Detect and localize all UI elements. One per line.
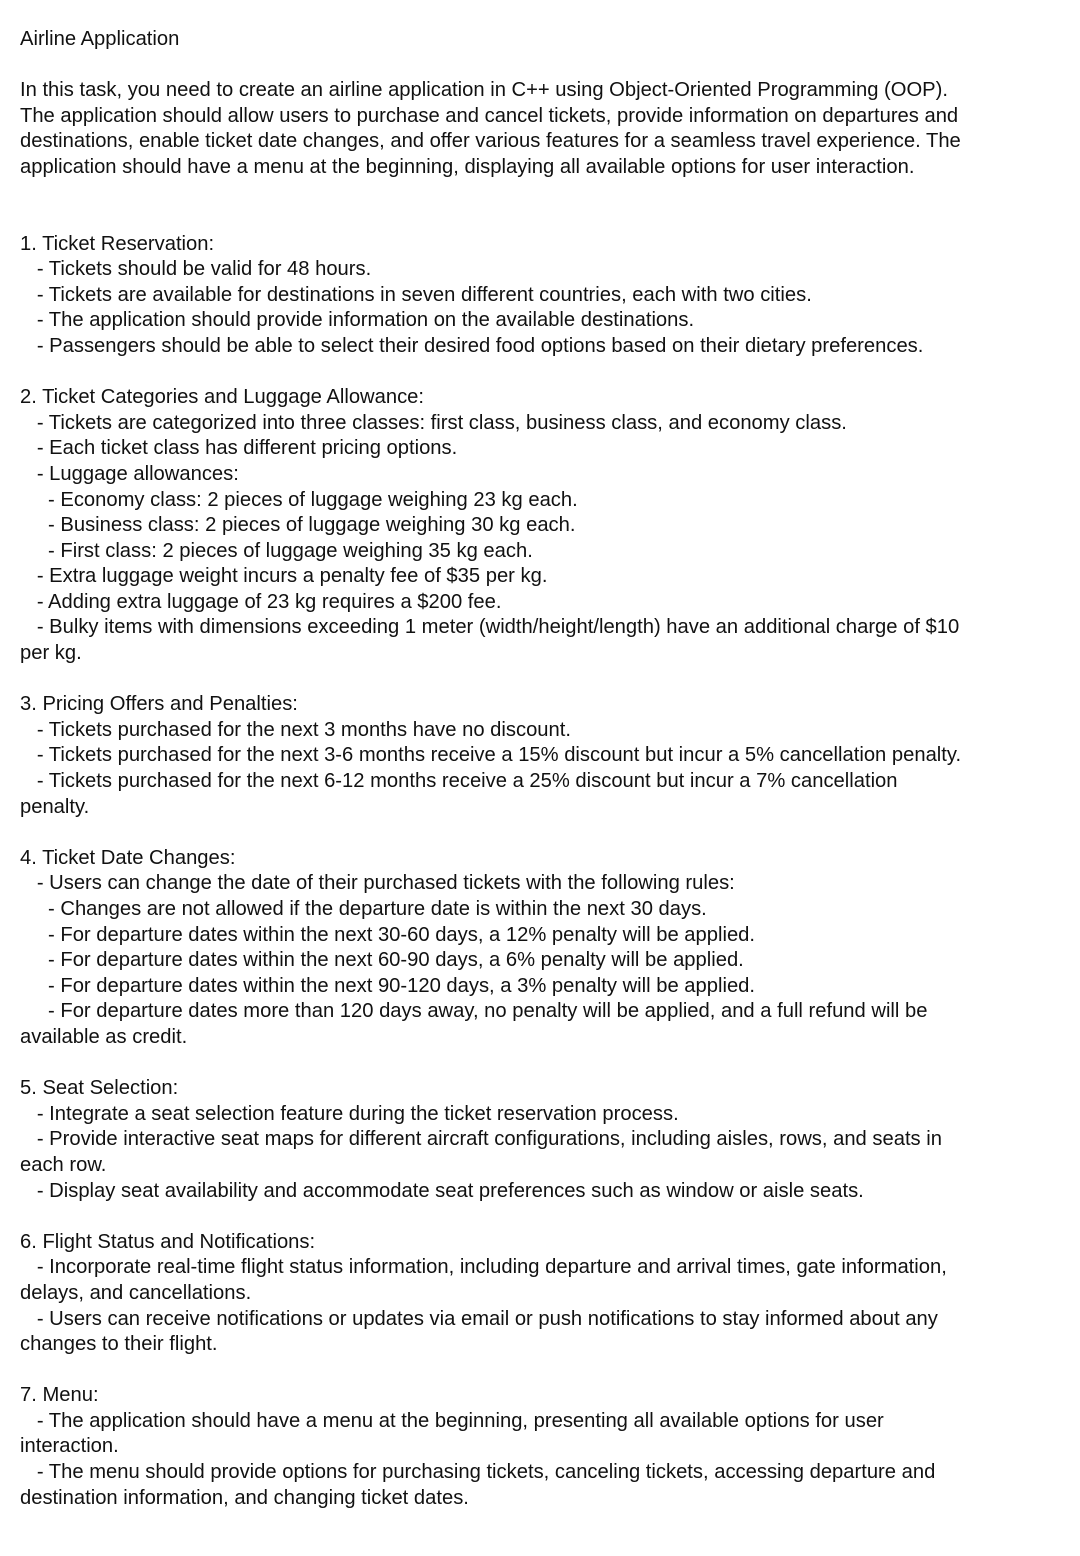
section-line: - Business class: 2 pieces of luggage weighing 30 kg each. [20, 514, 576, 537]
section-line: - For departure dates within the next 90-120 days, a 3% penalty will be applied. [20, 974, 756, 997]
section-line: - Tickets are categorized into three classes: first class, business class, and economy class. [20, 411, 847, 434]
section-heading: 1. Ticket Reservation: [20, 232, 215, 255]
section-line: - Passengers should be able to select their desired food options based on their dietary preferences. [20, 334, 924, 357]
section-date-changes [20, 846, 1064, 1051]
section-line: - Tickets should be valid for 48 hours. [20, 258, 372, 281]
section-heading: 7. Menu: [20, 1384, 99, 1407]
section-seat-selection [20, 1076, 1064, 1204]
section-line: - For departure dates more than 120 days away, no penalty will be applied, and a full refund will be available as credit. [20, 1000, 928, 1048]
section-line: - Tickets purchased for the next 3-6 months receive a 15% discount but incur a 5% cancellation penalty. [20, 744, 962, 767]
section-line: - Changes are not allowed if the departure date is within the next 30 days. [20, 898, 707, 920]
section-heading: 2. Ticket Categories and Luggage Allowance: [20, 386, 425, 409]
section-line: - Adding extra luggage of 23 kg requires a $200 fee. [20, 590, 502, 613]
section-heading: 4. Ticket Date Changes: [20, 846, 236, 869]
section-line: - Each ticket class has different pricing options. [20, 437, 458, 460]
intro-paragraph: In this task, you need to create an airline application in C++ using Object-Oriented Programming (OOP). The application should allow users to purchase and cancel tickets, provide information on departures and destinations, enable ticket date changes, and offer various features for a seamless travel experience. The application should have a menu at the beginning, displaying all available options for user interaction. [20, 79, 961, 178]
section-heading: 3. Pricing Offers and Penalties: [20, 693, 298, 716]
section-line: - Economy class: 2 pieces of luggage weighing 23 kg each. [20, 488, 578, 511]
section-line: - Bulky items with dimensions exceeding 1 meter (width/height/length) have an additional charge of $10 per kg. [20, 616, 960, 665]
section-line: - Luggage allowances: [20, 462, 239, 485]
section-line: - Provide interactive seat maps for different aircraft configurations, including aisles, rows, and seats in each row. [20, 1128, 942, 1176]
section-menu [20, 1383, 1064, 1511]
requirements-list [20, 232, 1064, 1512]
section-line: - The application should provide information on the available destinations. [20, 309, 695, 332]
section-line: - Users can change the date of their purchased tickets with the following rules: [20, 872, 735, 895]
section-line: - Tickets purchased for the next 3 months have no discount. [20, 718, 571, 741]
section-line: - Extra luggage weight incurs a penalty fee of $35 per kg. [20, 565, 548, 588]
section-line: - For departure dates within the next 30-60 days, a 12% penalty will be applied. [20, 923, 756, 946]
section-line: - Users can receive notifications or updates via email or push notifications to stay informed about any changes to their flight. [20, 1307, 938, 1356]
section-line: - Integrate a seat selection feature during the ticket reservation process. [20, 1102, 679, 1125]
section-line: - The application should have a menu at the beginning, presenting all available options for user interaction. [20, 1409, 884, 1458]
section-line: - Tickets are available for destinations in seven different countries, each with two cities. [20, 283, 812, 306]
section-ticket-reservation [20, 232, 1064, 360]
section-line: - The menu should provide options for purchasing tickets, canceling tickets, accessing departure and destination information, and changing ticket dates. [20, 1461, 936, 1509]
section-heading: 6. Flight Status and Notifications: [20, 1230, 316, 1253]
section-heading: 5. Seat Selection: [20, 1077, 179, 1100]
document-title: Airline Application [20, 28, 180, 50]
section-line: - Display seat availability and accommodate seat preferences such as window or aisle seats. [20, 1179, 864, 1202]
section-flight-status [20, 1230, 1064, 1358]
section-ticket-categories [20, 385, 1064, 667]
section-pricing-offers [20, 692, 1064, 820]
section-line: - First class: 2 pieces of luggage weighing 35 kg each. [20, 539, 533, 562]
section-line: - For departure dates within the next 60-90 days, a 6% penalty will be applied. [20, 949, 744, 972]
section-line: - Tickets purchased for the next 6-12 months receive a 25% discount but incur a 7% cancellation penalty. [20, 770, 898, 818]
section-line: - Incorporate real-time flight status information, including departure and arrival times, gate information, delays, and cancellations. [20, 1256, 947, 1304]
